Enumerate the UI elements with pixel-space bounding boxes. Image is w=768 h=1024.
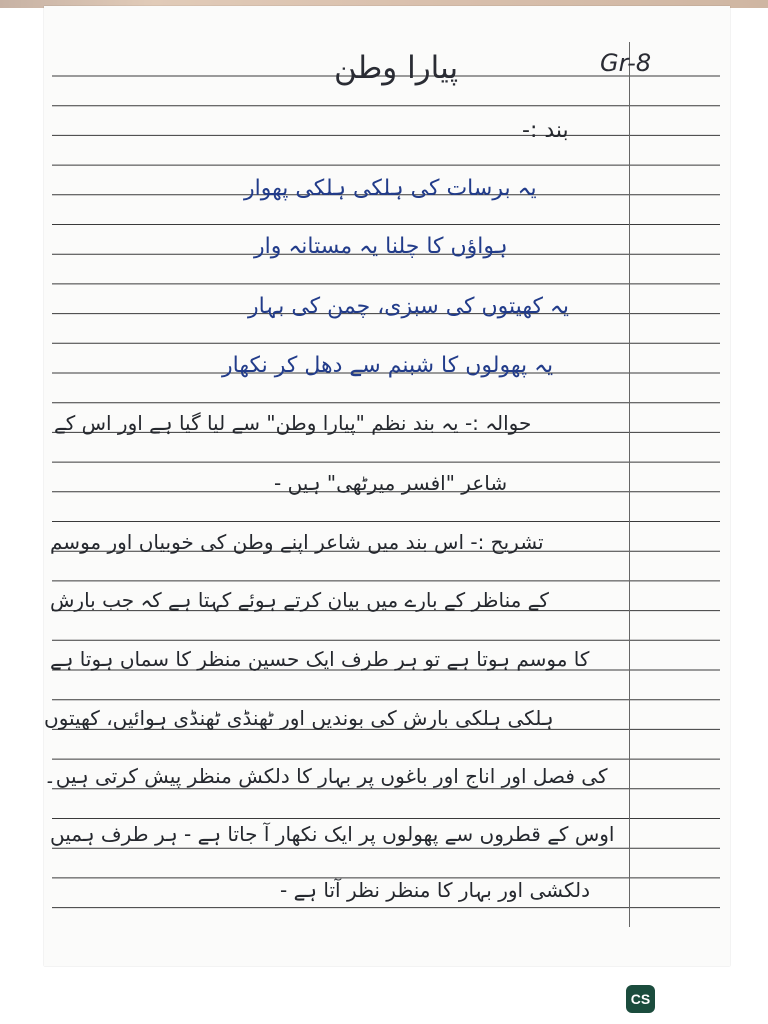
verse-line-2: ہواؤں کا چلنا یہ مستانہ وار — [254, 234, 508, 259]
reference-line-1: حوالہ :- یہ بند نظم "پیارا وطن" سے لیا گیا ہے اور اس کے — [54, 411, 532, 435]
verse-line-1: یہ برسات کی ہلکی ہلکی پھوار — [244, 176, 537, 201]
camscanner-badge: CS — [626, 985, 655, 1013]
explanation-line-5: کی فصل اور اناج اور باغوں پر بہار کا دلکش منظر پیش کرتی ہیں۔ — [44, 764, 608, 788]
grade-label: Gr-8 — [600, 49, 652, 77]
explanation-line-6: اوس کے قطروں سے پھولوں پر ایک نکھار آ جاتا ہے - ہر طرف ہمیں — [50, 822, 615, 846]
explanation-line-4: ہلکی ہلکی بارش کی بوندیں اور ٹھنڈی ٹھنڈی ہوائیں، کھیتوں — [44, 706, 554, 730]
explanation-line-7: دلکشی اور بہار کا منظر نظر آتا ہے - — [280, 878, 591, 902]
margin-line — [629, 42, 630, 927]
explanation-line-1: تشریح :- اس بند میں شاعر اپنے وطن کی خوبیاں اور موسم — [50, 530, 544, 554]
stanza-label: بند :- — [522, 118, 569, 143]
page-title: پیارا وطن — [334, 50, 459, 86]
notebook-page — [44, 6, 730, 966]
reference-line-2: شاعر "افسر میرٹھی" ہیں - — [274, 471, 508, 495]
explanation-line-3: کا موسم ہوتا ہے تو ہر طرف ایک حسین منظر کا سماں ہوتا ہے — [50, 647, 590, 671]
verse-line-4: یہ پھولوں کا شبنم سے دھل کر نکھار — [222, 353, 554, 378]
verse-line-3: یہ کھیتوں کی سبزی، چمن کی بہار — [248, 294, 569, 319]
explanation-line-2: کے مناظر کے بارے میں بیان کرتے ہوئے کہتا ہے کہ جب بارش — [50, 588, 549, 612]
